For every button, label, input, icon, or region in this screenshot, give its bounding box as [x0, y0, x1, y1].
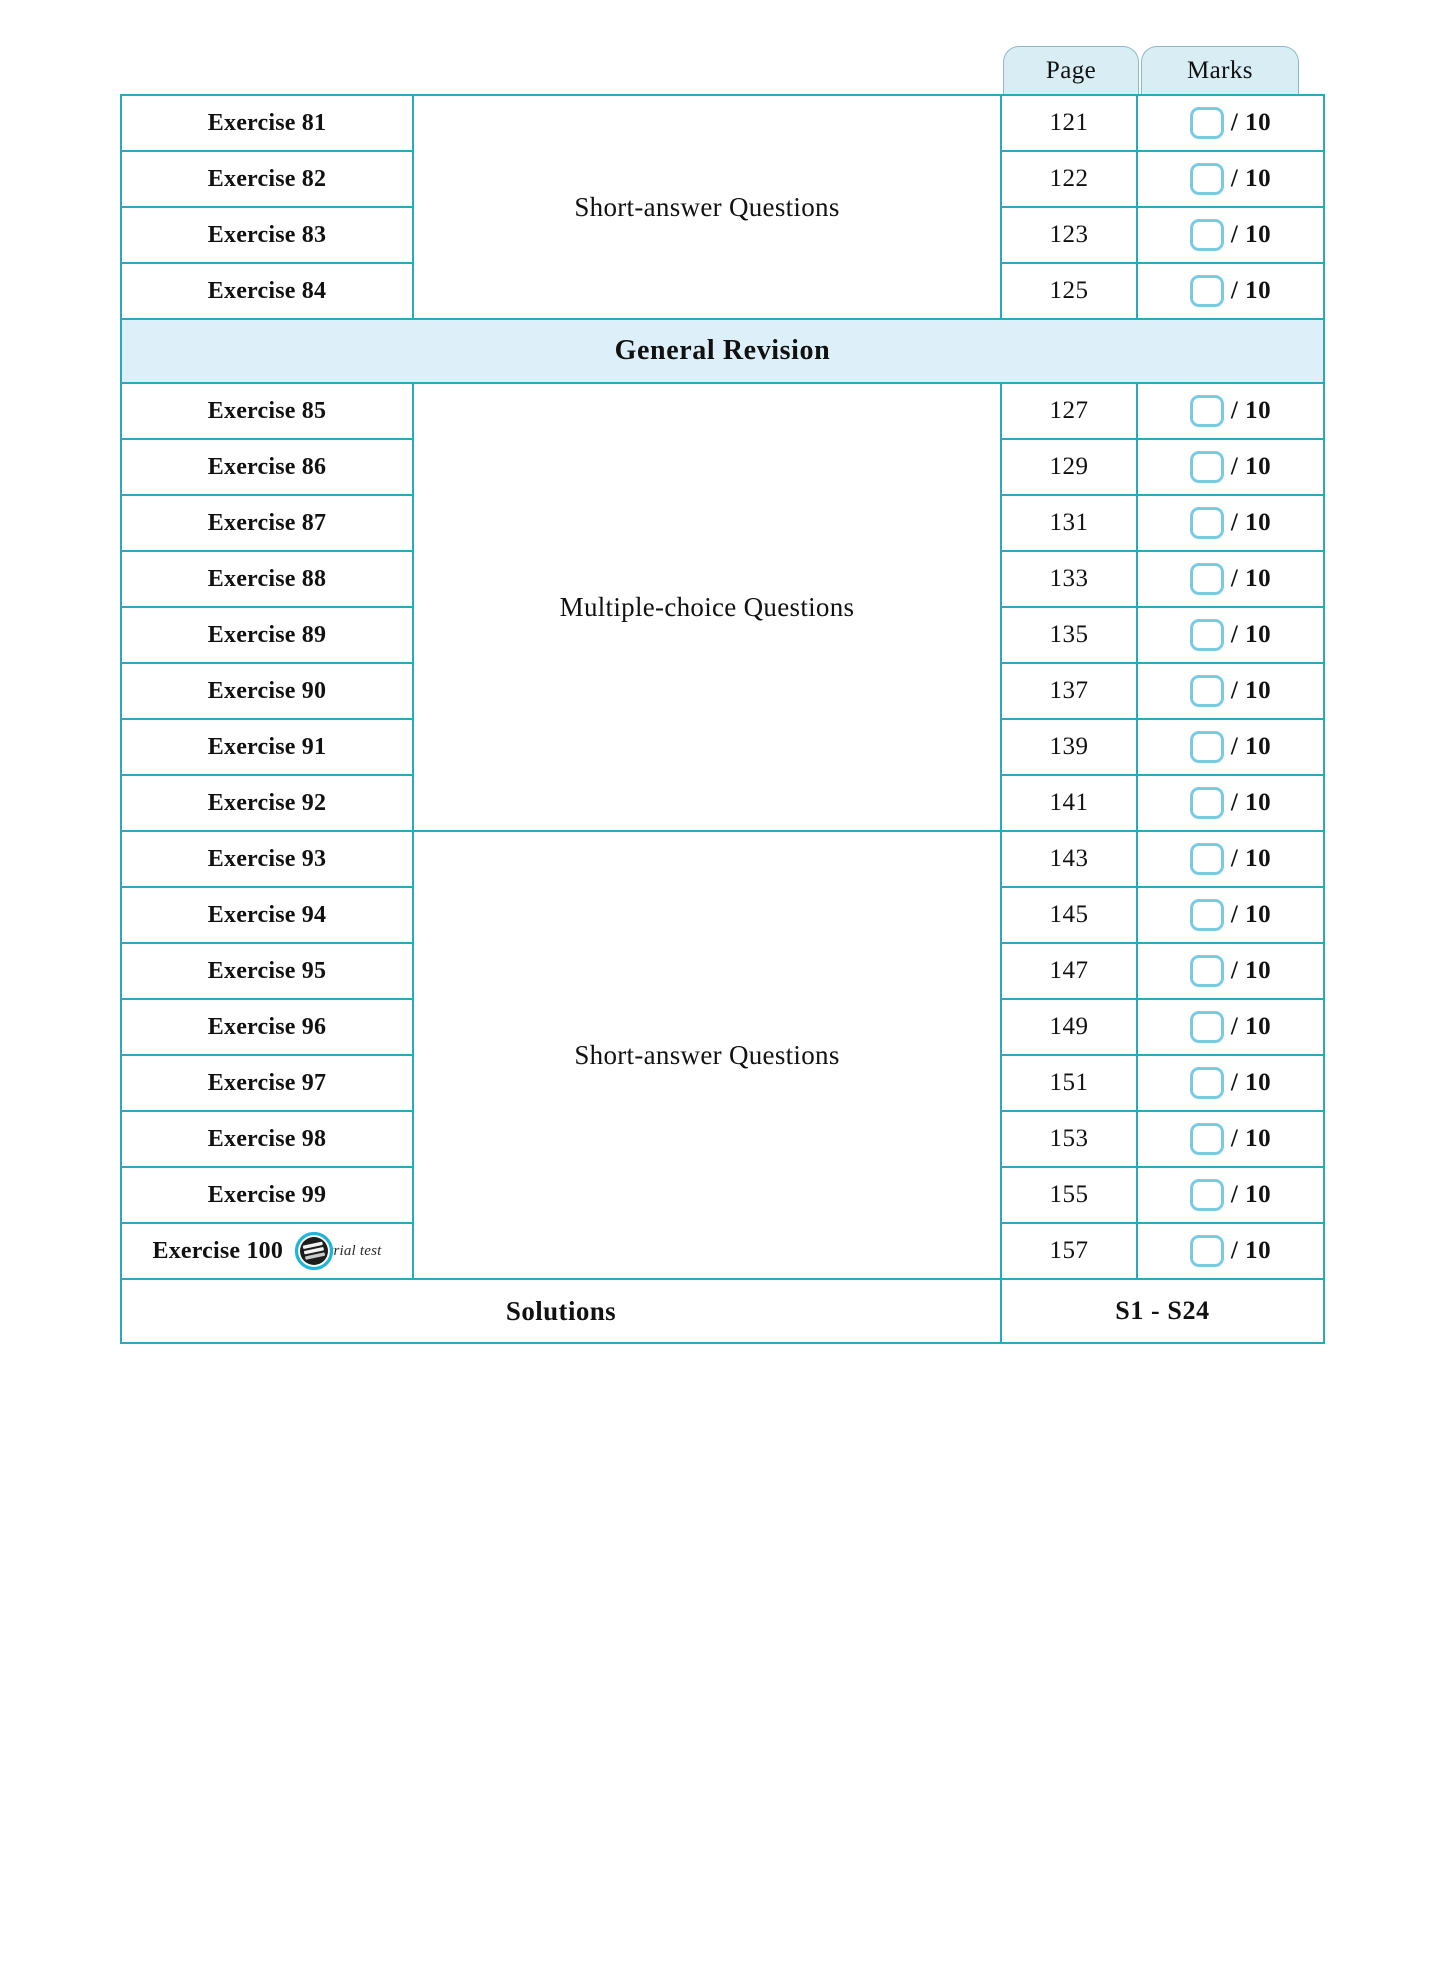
page-number: 125: [1049, 277, 1089, 304]
exercise-label: Exercise 99: [207, 1182, 327, 1208]
page-cell: [1001, 887, 1137, 943]
page-number: 121: [1049, 109, 1089, 136]
section-description-cell: [413, 831, 1001, 1279]
marks-cell[interactable]: [1137, 383, 1324, 439]
marks-denominator: / 10: [1230, 1013, 1272, 1040]
marks-checkbox[interactable]: [1190, 395, 1224, 427]
marks-denominator: / 10: [1230, 1237, 1272, 1264]
exercise-cell: [121, 887, 413, 943]
exercise-label: Exercise 88: [207, 566, 327, 592]
solutions-row: [121, 1279, 1324, 1343]
page-cell: [1001, 999, 1137, 1055]
exercise-cell: [121, 943, 413, 999]
marks-checkbox[interactable]: [1190, 787, 1224, 819]
marks-checkbox[interactable]: [1190, 731, 1224, 763]
marks-denominator: / 10: [1230, 789, 1272, 816]
exercise-cell: [121, 719, 413, 775]
marks-checkbox[interactable]: [1190, 1235, 1224, 1267]
section-description-label: Short-answer Questions: [574, 191, 840, 222]
page-cell: [1001, 943, 1137, 999]
page-cell: [1001, 1167, 1137, 1223]
page-number: 147: [1049, 957, 1089, 984]
marks-denominator: / 10: [1230, 845, 1272, 872]
table-row: [121, 383, 1324, 439]
page-number: 122: [1049, 165, 1089, 192]
exercise-cell: [121, 1055, 413, 1111]
column-header-page: [1003, 46, 1139, 94]
marks-cell[interactable]: [1137, 207, 1324, 263]
exercise-label: Exercise 95: [207, 958, 327, 984]
trial-test-badge-icon: [295, 1232, 333, 1270]
marks-denominator: / 10: [1230, 1125, 1272, 1152]
marks-checkbox[interactable]: [1190, 1011, 1224, 1043]
page-cell: [1001, 207, 1137, 263]
exercise-label: Exercise 98: [207, 1126, 327, 1152]
page-number: 137: [1049, 677, 1089, 704]
marks-cell[interactable]: [1137, 551, 1324, 607]
page-number: 131: [1049, 509, 1089, 536]
marks-denominator: / 10: [1230, 397, 1272, 424]
marks-denominator: / 10: [1230, 901, 1272, 928]
solutions-range-cell: [1001, 1279, 1324, 1343]
page-cell: [1001, 1111, 1137, 1167]
exercise-cell: [121, 831, 413, 887]
marks-cell[interactable]: [1137, 1167, 1324, 1223]
section-banner-row: [121, 319, 1324, 383]
marks-cell[interactable]: [1137, 495, 1324, 551]
marks-checkbox[interactable]: [1190, 163, 1224, 195]
marks-cell[interactable]: [1137, 1111, 1324, 1167]
page-cell: [1001, 1055, 1137, 1111]
page-cell: [1001, 1223, 1137, 1279]
exercise-label: Exercise 89: [207, 622, 327, 648]
marks-cell[interactable]: [1137, 831, 1324, 887]
page-number: 127: [1049, 397, 1089, 424]
exercise-label: Exercise 90: [207, 678, 327, 704]
section-banner-cell: [121, 319, 1324, 383]
exercise-cell: [121, 663, 413, 719]
marks-checkbox[interactable]: [1190, 899, 1224, 931]
marks-cell[interactable]: [1137, 1055, 1324, 1111]
marks-cell[interactable]: [1137, 719, 1324, 775]
exercise-label: Exercise 87: [207, 510, 327, 536]
section-banner-label: General Revision: [614, 335, 831, 366]
exercise-cell: [121, 151, 413, 207]
page-cell: [1001, 383, 1137, 439]
marks-denominator: / 10: [1230, 165, 1272, 192]
table-row: [121, 831, 1324, 887]
exercise-label: Exercise 84: [207, 278, 327, 304]
exercise-cell: [121, 1111, 413, 1167]
exercise-label: Exercise 82: [207, 166, 327, 192]
page-number: 133: [1049, 565, 1089, 592]
marks-denominator: / 10: [1230, 565, 1272, 592]
page-cell: [1001, 263, 1137, 319]
section-description-label: Short-answer Questions: [574, 1039, 840, 1070]
marks-checkbox[interactable]: [1190, 107, 1224, 139]
marks-denominator: / 10: [1230, 677, 1272, 704]
exercise-label: Exercise 96: [207, 1014, 327, 1040]
page-cell: [1001, 551, 1137, 607]
page-cell: [1001, 95, 1137, 151]
page-cell: [1001, 607, 1137, 663]
solutions-label-cell: [121, 1279, 1001, 1343]
exercise-cell: [121, 999, 413, 1055]
marks-checkbox[interactable]: [1190, 1179, 1224, 1211]
page-number: 139: [1049, 733, 1089, 760]
page-number: 143: [1049, 845, 1089, 872]
marks-checkbox[interactable]: [1190, 507, 1224, 539]
marks-denominator: / 10: [1230, 957, 1272, 984]
marks-checkbox[interactable]: [1190, 675, 1224, 707]
page-number: 145: [1049, 901, 1089, 928]
column-header-marks-label: Marks: [1187, 56, 1253, 84]
marks-cell[interactable]: [1137, 999, 1324, 1055]
marks-cell[interactable]: [1137, 95, 1324, 151]
section-description-cell: [413, 95, 1001, 319]
exercise-label: Exercise 81: [207, 110, 327, 136]
exercise-cell: [121, 263, 413, 319]
marks-cell[interactable]: [1137, 887, 1324, 943]
marks-cell[interactable]: [1137, 439, 1324, 495]
exercise-label: Exercise 83: [207, 222, 327, 248]
exercise-cell: [121, 439, 413, 495]
marks-denominator: / 10: [1230, 221, 1272, 248]
page-cell: [1001, 663, 1137, 719]
page-number: 157: [1049, 1237, 1089, 1264]
exercise-cell: [121, 1167, 413, 1223]
marks-checkbox[interactable]: [1190, 619, 1224, 651]
exercise-label: Exercise 85: [207, 398, 327, 424]
page-number: 151: [1049, 1069, 1089, 1096]
exercise-label: Exercise 91: [207, 734, 327, 760]
exercise-label-with-badge: [152, 1232, 381, 1270]
exercise-label: Exercise 92: [207, 790, 327, 816]
marks-checkbox[interactable]: [1190, 563, 1224, 595]
page-cell: [1001, 719, 1137, 775]
marks-denominator: / 10: [1230, 621, 1272, 648]
table-header-tabs: [1003, 46, 1323, 94]
exercise-label: Exercise 94: [207, 902, 327, 928]
marks-denominator: / 10: [1230, 1181, 1272, 1208]
marks-checkbox[interactable]: [1190, 1123, 1224, 1155]
exercise-cell: [121, 607, 413, 663]
page-number: 135: [1049, 621, 1089, 648]
exercise-label: Exercise 97: [207, 1070, 327, 1096]
page-number: 149: [1049, 1013, 1089, 1040]
exercise-cell: [121, 95, 413, 151]
marks-cell[interactable]: [1137, 263, 1324, 319]
exercise-label: Exercise 100: [152, 1238, 284, 1264]
marks-denominator: / 10: [1230, 109, 1272, 136]
marks-denominator: / 10: [1230, 1069, 1272, 1096]
marks-checkbox[interactable]: [1190, 843, 1224, 875]
marks-checkbox[interactable]: [1190, 955, 1224, 987]
page-cell: [1001, 151, 1137, 207]
solutions-range: S1 - S24: [1115, 1296, 1210, 1325]
marks-denominator: / 10: [1230, 453, 1272, 480]
exercise-cell: [121, 207, 413, 263]
marks-cell[interactable]: [1137, 663, 1324, 719]
trial-test-label: trial test: [329, 1242, 382, 1259]
marks-denominator: / 10: [1230, 509, 1272, 536]
column-header-marks: [1141, 46, 1299, 94]
page-number: 141: [1049, 789, 1089, 816]
marks-denominator: / 10: [1230, 733, 1272, 760]
exercise-index-table: [120, 94, 1325, 1344]
marks-cell[interactable]: [1137, 775, 1324, 831]
marks-cell[interactable]: [1137, 943, 1324, 999]
page-number: 129: [1049, 453, 1089, 480]
marks-checkbox[interactable]: [1190, 1067, 1224, 1099]
exercise-cell: [121, 383, 413, 439]
marks-checkbox[interactable]: [1190, 219, 1224, 251]
page-cell: [1001, 775, 1137, 831]
table-row: [121, 95, 1324, 151]
column-header-page-label: Page: [1045, 56, 1097, 84]
section-description-cell: [413, 383, 1001, 831]
marks-checkbox[interactable]: [1190, 275, 1224, 307]
marks-cell[interactable]: [1137, 1223, 1324, 1279]
marks-cell[interactable]: [1137, 607, 1324, 663]
page-number: 155: [1049, 1181, 1089, 1208]
section-description-label: Multiple-choice Questions: [559, 591, 855, 622]
marks-denominator: / 10: [1230, 277, 1272, 304]
exercise-cell: [121, 1223, 413, 1279]
exercise-cell: [121, 495, 413, 551]
page-number: 123: [1049, 221, 1089, 248]
exercise-cell: [121, 551, 413, 607]
marks-checkbox[interactable]: [1190, 451, 1224, 483]
page-cell: [1001, 831, 1137, 887]
page-number: 153: [1049, 1125, 1089, 1152]
marks-cell[interactable]: [1137, 151, 1324, 207]
page-cell: [1001, 495, 1137, 551]
exercise-label: Exercise 86: [207, 454, 327, 480]
solutions-label: Solutions: [505, 1295, 617, 1326]
table-body: [121, 95, 1324, 1343]
page-cell: [1001, 439, 1137, 495]
exercise-cell: [121, 775, 413, 831]
exercise-label: Exercise 93: [207, 846, 327, 872]
